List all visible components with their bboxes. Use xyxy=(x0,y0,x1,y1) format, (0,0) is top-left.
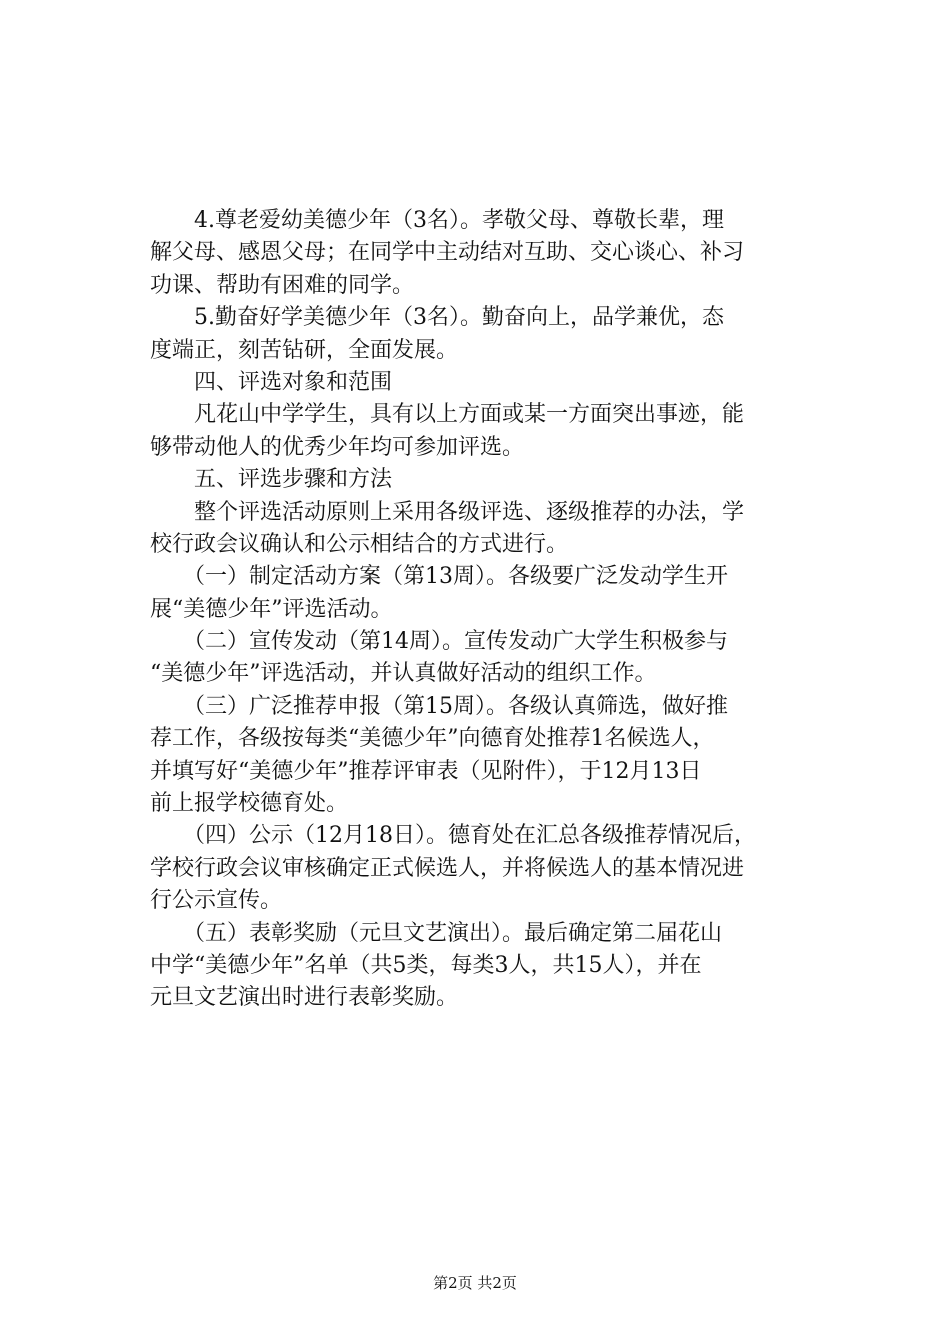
paragraph xyxy=(150,464,840,496)
page-footer: 第2页 共2页 xyxy=(433,1274,517,1292)
text-line: 5.勤奋好学美德少年（3名）。勤奋向上，品学兼优，态 xyxy=(150,305,724,331)
paragraph xyxy=(150,205,840,302)
text-line: 4.尊老爱幼美德少年（3名）。孝敬父母、尊敬长辈，理 xyxy=(150,208,724,233)
text-line: 并填写好“美德少年”推荐评审表（见附件），于12月13日 xyxy=(150,758,702,784)
paragraph xyxy=(150,918,840,1015)
text-line: 凡花山中学学生，具有以上方面或某一方面突出事迹，能 xyxy=(150,402,745,428)
paragraph xyxy=(150,691,840,821)
paragraph xyxy=(150,561,840,626)
text-line: 展“美德少年”评选活动。 xyxy=(150,596,393,622)
paragraph xyxy=(150,399,840,464)
text-line: 行公示宣传。 xyxy=(150,888,283,914)
paragraph xyxy=(150,626,840,691)
text-line: 整个评选活动原则上采用各级评选、逐级推荐的办法，学 xyxy=(150,499,745,525)
text-line: 校行政会议确认和公示相结合的方式进行。 xyxy=(150,531,569,557)
paragraph xyxy=(150,367,840,399)
text-line: 度端正，刻苦钻研，全面发展。 xyxy=(150,337,459,363)
text-line: （四）公示（12月18日）。德育处在汇总各级推荐情况后， xyxy=(150,823,756,849)
text-line: 五、评选步骤和方法 xyxy=(150,467,393,493)
text-line: 荐工作，各级按每类“美德少年”向德育处推荐1名候选人， xyxy=(150,726,715,752)
text-line: （五）表彰奖励（元旦文艺演出）。最后确定第二届花山 xyxy=(150,920,723,946)
paragraph xyxy=(150,820,840,917)
text-line: 元旦文艺演出时进行表彰奖励。 xyxy=(150,985,459,1011)
text-line: 学校行政会议审核确定正式候选人，并将候选人的基本情况进 xyxy=(150,855,745,881)
text-line: 功课、帮助有困难的同学。 xyxy=(150,272,415,298)
paragraph xyxy=(150,302,840,367)
text-line: 四、评选对象和范围 xyxy=(150,369,393,395)
text-line: （三）广泛推荐申报（第15周）。各级认真筛选，做好推 xyxy=(150,693,728,719)
text-line: （一）制定活动方案（第13周）。各级要广泛发动学生开 xyxy=(150,564,728,590)
document-body xyxy=(150,205,840,1015)
text-line: （二）宣传发动（第14周）。宣传发动广大学生积极参与 xyxy=(150,629,728,655)
text-line: 够带动他人的优秀少年均可参加评选。 xyxy=(150,434,525,460)
text-line: 前上报学校德育处。 xyxy=(150,791,349,817)
paragraph xyxy=(150,497,840,562)
text-line: 解父母、感恩父母；在同学中主动结对互助、交心谈心、补习 xyxy=(150,240,745,266)
text-line: “美德少年”评选活动，并认真做好活动的组织工作。 xyxy=(150,661,657,687)
text-line: 中学“美德少年”名单（共5类，每类3人，共15人），并在 xyxy=(150,952,702,978)
